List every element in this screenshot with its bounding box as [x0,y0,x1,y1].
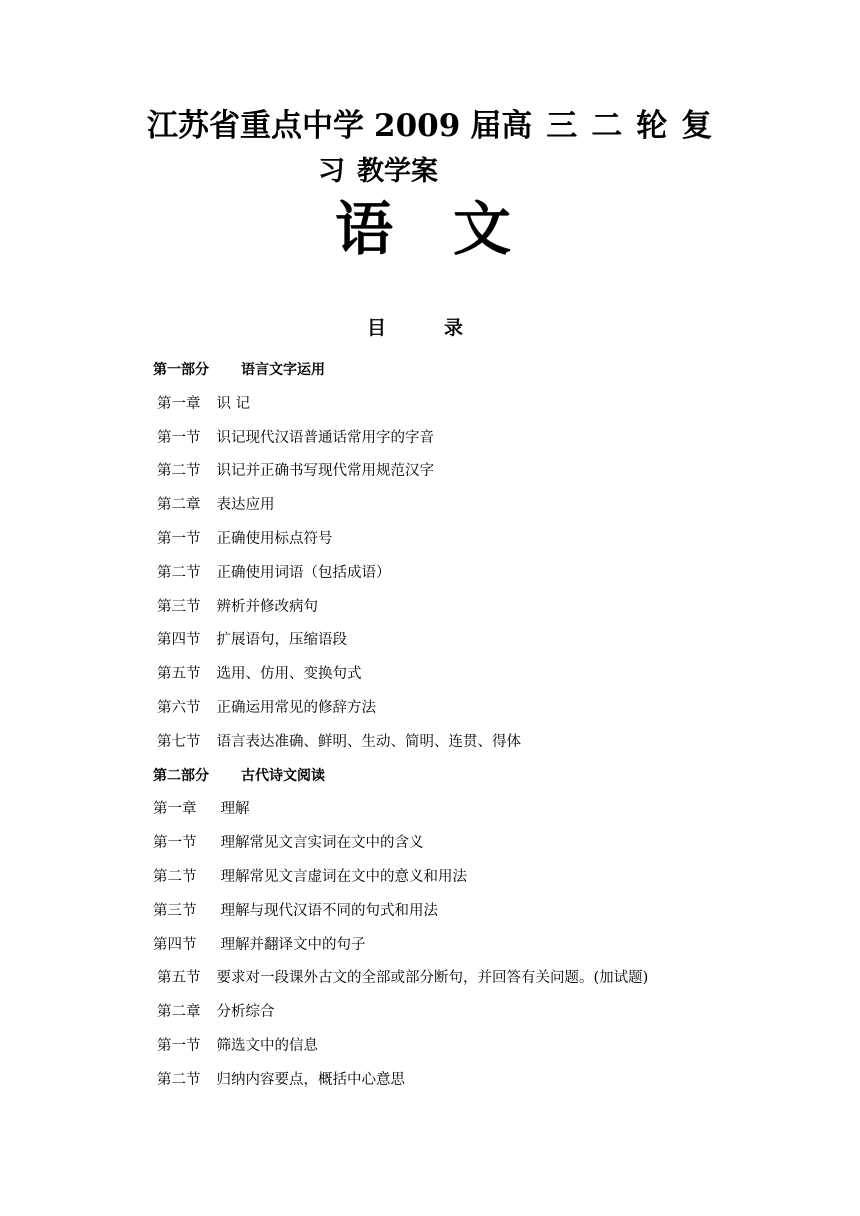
toc-part-row [153,766,325,786]
toc-entry-label: 第六节 [157,700,201,716]
toc-entry-label: 第二节 [157,1072,201,1088]
toc-entry-row [157,597,318,617]
toc-entry-row [153,867,467,887]
toc-entry-text: 理解常见文言虚词在文中的意义和用法 [220,869,467,885]
toc-heading-char: 目 [367,317,387,339]
title-text-segment: 届高 [470,108,533,144]
toc-entry-label: 第二节 [157,565,201,581]
toc-entry-text: 识记并正确书写现代常用规范汉字 [216,463,434,479]
toc-entry-label: 第一节 [153,835,197,851]
title-text-segment: 习 [318,156,345,187]
toc-entry-label: 第一节 [157,430,201,446]
document-title-line-2 [318,152,438,192]
toc-entry-text: 识记现代汉语普通话常用字的字音 [216,430,434,446]
toc-entry-text: 理解与现代汉语不同的句式和用法 [220,903,438,919]
toc-entry-text: 归纳内容要点，概括中心意思 [216,1072,405,1088]
toc-entry-label: 第四节 [157,632,201,648]
toc-entry-label: 第三节 [157,599,201,615]
toc-entry-row [157,428,434,448]
toc-entry-label: 第一章 [153,801,197,817]
toc-entry-row [157,529,333,549]
toc-entry-text: 辨析并修改病句 [216,599,318,615]
toc-entry-row [157,394,250,414]
toc-entry-label: 第一部分 [153,362,209,378]
title-text-segment: 三 [546,108,578,144]
toc-entry-text: 理解常见文言实词在文中的含义 [220,835,424,851]
toc-heading-char: 录 [444,317,464,339]
toc-entry-row [157,968,648,988]
toc-entry-row [157,1002,275,1022]
toc-entry-text: 正确使用标点符号 [216,531,333,547]
toc-entry-label: 第一节 [157,531,201,547]
toc-entry-label: 第二章 [157,497,201,513]
subject-heading [335,194,511,264]
title-text-segment: 复 [681,108,713,144]
title-text-segment: 江苏省重点中学 [147,108,364,144]
toc-entry-label: 第一节 [157,1038,201,1054]
toc-entry-text: 理解 [220,801,250,817]
toc-entry-label: 第五节 [157,970,201,986]
toc-entry-text: 分析综合 [216,1004,275,1020]
toc-entry-row [153,799,250,819]
toc-entry-text: 识 记 [216,396,251,412]
toc-entry-text: 要求对一段课外古文的全部或部分断句，并回答有关问题。(加试题) [216,970,649,986]
toc-entry-row [157,563,391,583]
toc-entry-row [153,935,366,955]
toc-entry-row [157,1070,405,1090]
toc-entry-label: 第二节 [157,463,201,479]
toc-entry-text: 正确使用词语（包括成语） [216,565,391,581]
subject-char: 文 [453,195,512,263]
toc-entry-row [157,664,362,684]
title-text-segment: 轮 [636,108,668,144]
toc-entry-label: 第二节 [153,869,197,885]
toc-part-row [153,360,325,380]
toc-entry-label: 第五节 [157,666,201,682]
toc-entry-label: 第三节 [153,903,197,919]
toc-entry-text: 语言文字运用 [241,362,325,378]
toc-entry-row [157,698,376,718]
document-title-line-1 [147,104,747,148]
toc-entry-text: 筛选文中的信息 [216,1038,318,1054]
title-year: 2009 [374,108,461,144]
toc-entry-label: 第二部分 [153,768,209,784]
toc-entry-text: 古代诗文阅读 [241,768,325,784]
title-text-segment: 教学案 [357,156,438,187]
toc-entry-text: 选用、仿用、变换句式 [216,666,362,682]
title-text-segment: 二 [591,108,623,144]
toc-heading [367,314,463,342]
toc-entry-row [153,901,438,921]
toc-entry-text: 表达应用 [216,497,275,513]
toc-entry-row [153,833,424,853]
toc-entry-row [157,495,275,515]
toc-entry-text: 扩展语句，压缩语段 [216,632,347,648]
toc-entry-row [157,732,521,752]
toc-entry-row [157,461,434,481]
toc-entry-text: 语言表达准确、鲜明、生动、简明、连贯、得体 [216,734,521,750]
toc-entry-text: 理解并翻译文中的句子 [220,937,366,953]
toc-entry-label: 第四节 [153,937,197,953]
toc-entry-label: 第一章 [157,396,201,412]
toc-entry-label: 第二章 [157,1004,201,1020]
toc-entry-row [157,1036,318,1056]
subject-char: 语 [335,195,394,263]
toc-entry-text: 正确运用常见的修辞方法 [216,700,376,716]
toc-entry-row [157,630,347,650]
toc-entry-label: 第七节 [157,734,201,750]
